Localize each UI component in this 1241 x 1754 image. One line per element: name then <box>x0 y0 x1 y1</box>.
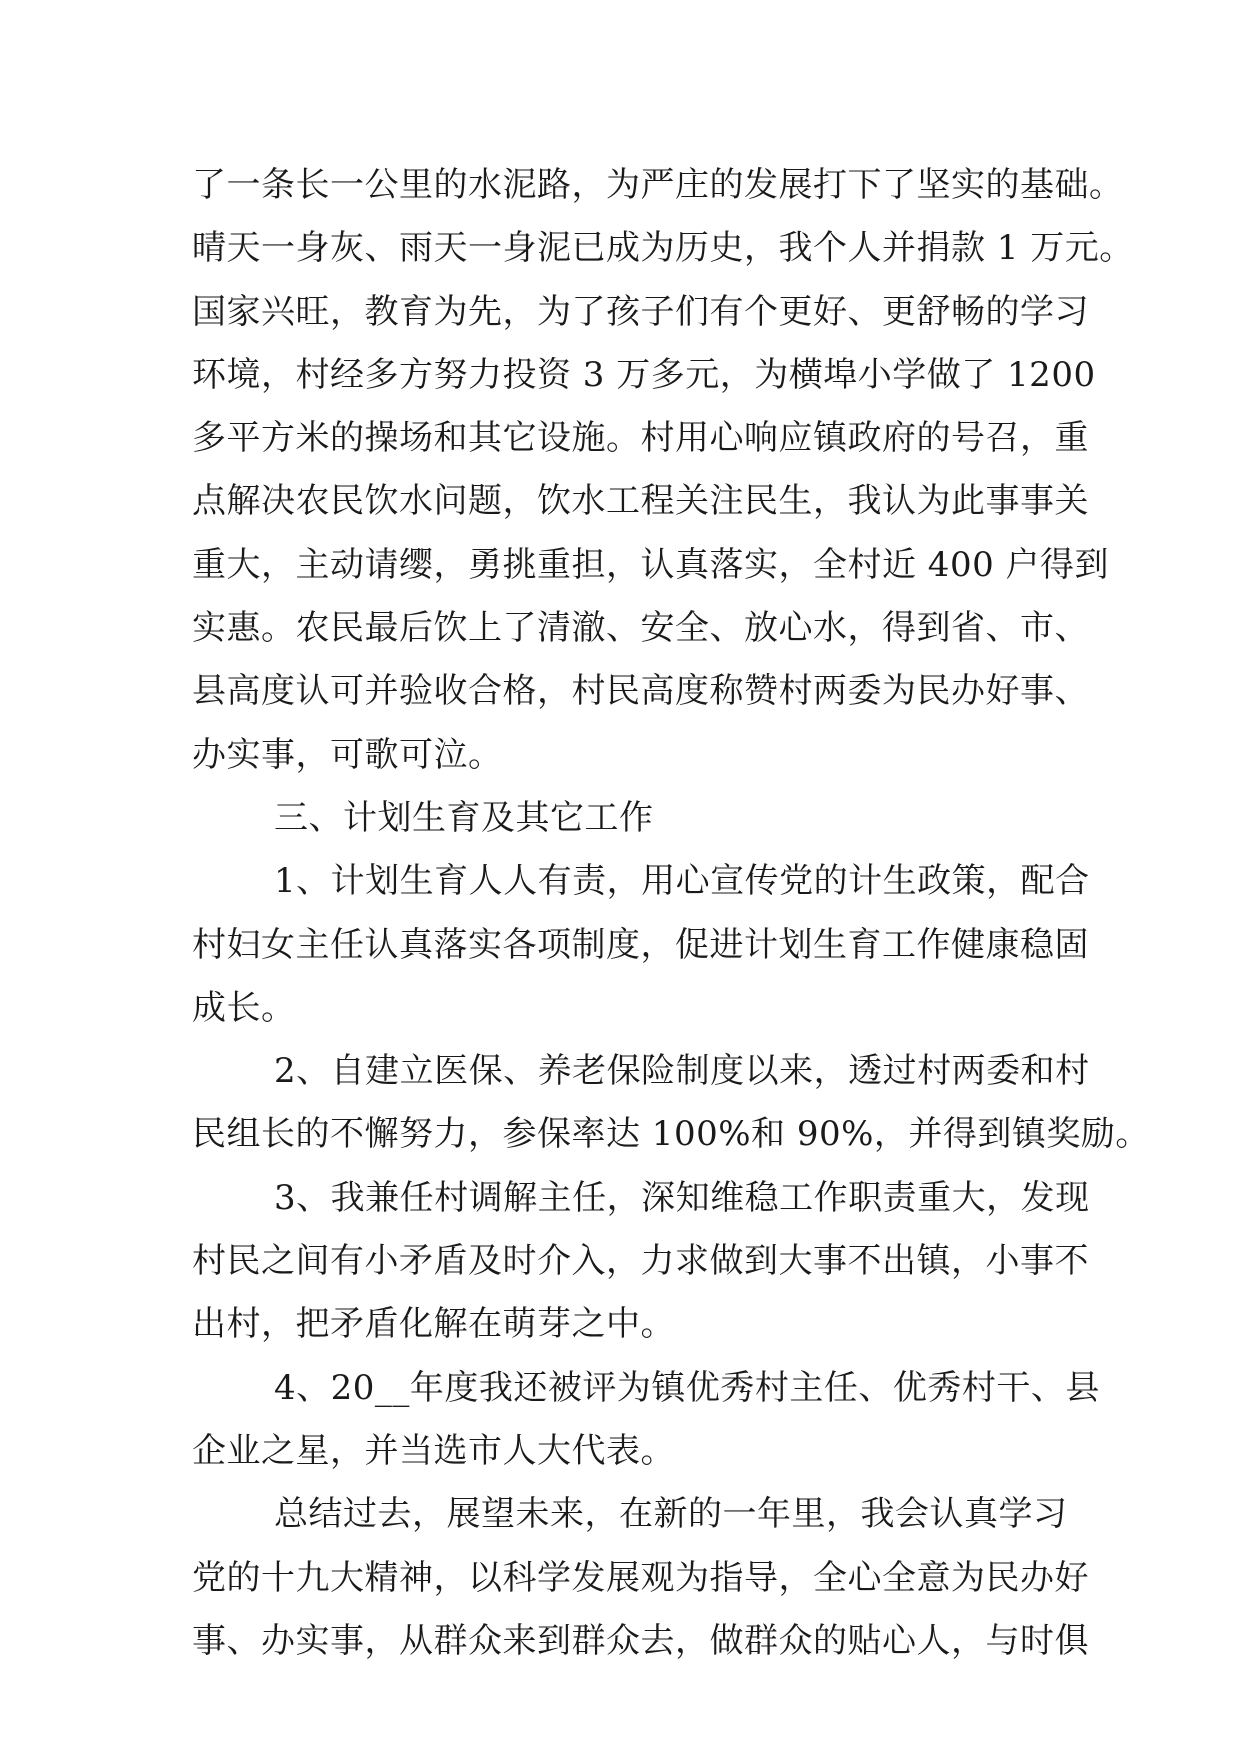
section-heading: 三、计划生育及其它工作 <box>274 797 654 838</box>
text-line: 多平方米的操场和其它设施。村用心响应镇政府的号召，重 <box>192 418 1089 459</box>
paragraph-start: 3、我兼任村调解主任，深知维稳工作职责重大，发现 <box>274 1177 1090 1218</box>
text-line: 了一条长一公里的水泥路，为严庄的发展打下了坚实的基础。 <box>192 165 1124 205</box>
paragraph-start: 总结过去，展望未来，在新的一年里，我会认真学习 <box>274 1494 1068 1535</box>
text-line: 党的十九大精神，以科学发展观为指导，全心全意为民办好 <box>192 1557 1089 1598</box>
paragraph-start: 2、自建立医保、养老保险制度以来，透过村两委和村 <box>274 1051 1090 1092</box>
text-line: 企业之星，并当选市人大代表。 <box>192 1430 675 1471</box>
text-line: 成长。 <box>192 987 296 1028</box>
paragraph-start: 1、计划生育人人有责，用心宣传党的计生政策，配合 <box>274 861 1090 902</box>
text-line: 村民之间有小矛盾及时介入，力求做到大事不出镇，小事不 <box>192 1241 1089 1282</box>
text-line: 点解决农民饮水问题，饮水工程关注民生，我认为此事事关 <box>192 481 1089 522</box>
text-line: 民组长的不懈努力，参保率达 100%和 90%，并得到镇奖励。 <box>192 1114 1150 1155</box>
text-line: 出村，把矛盾化解在萌芽之中。 <box>192 1304 675 1345</box>
text-line: 村妇女主任认真落实各项制度，促进计划生育工作健康稳固 <box>192 924 1089 965</box>
text-line: 晴天一身灰、雨天一身泥已成为历史，我个人并捐款 1 万元。 <box>192 228 1134 269</box>
text-line: 办实事，可歌可泣。 <box>192 734 503 775</box>
text-line: 重大，主动请缨，勇挑重担，认真落实，全村近 400 户得到 <box>192 544 1110 585</box>
paragraph-start: 4、20__年度我还被评为镇优秀村主任、优秀村干、县 <box>274 1367 1100 1408</box>
text-line: 实惠。农民最后饮上了清澈、安全、放心水，得到省、市、 <box>192 608 1089 649</box>
text-line: 国家兴旺，教育为先，为了孩子们有个更好、更舒畅的学习 <box>192 291 1089 332</box>
text-line: 县高度认可并验收合格，村民高度称赞村两委为民办好事、 <box>192 671 1089 712</box>
text-line: 环境，村经多方努力投资 3 万多元，为横埠小学做了 1200 <box>192 354 1096 395</box>
document-body <box>192 154 1150 1673</box>
text-line: 事、办实事，从群众来到群众去，做群众的贴心人，与时俱 <box>192 1620 1089 1661</box>
